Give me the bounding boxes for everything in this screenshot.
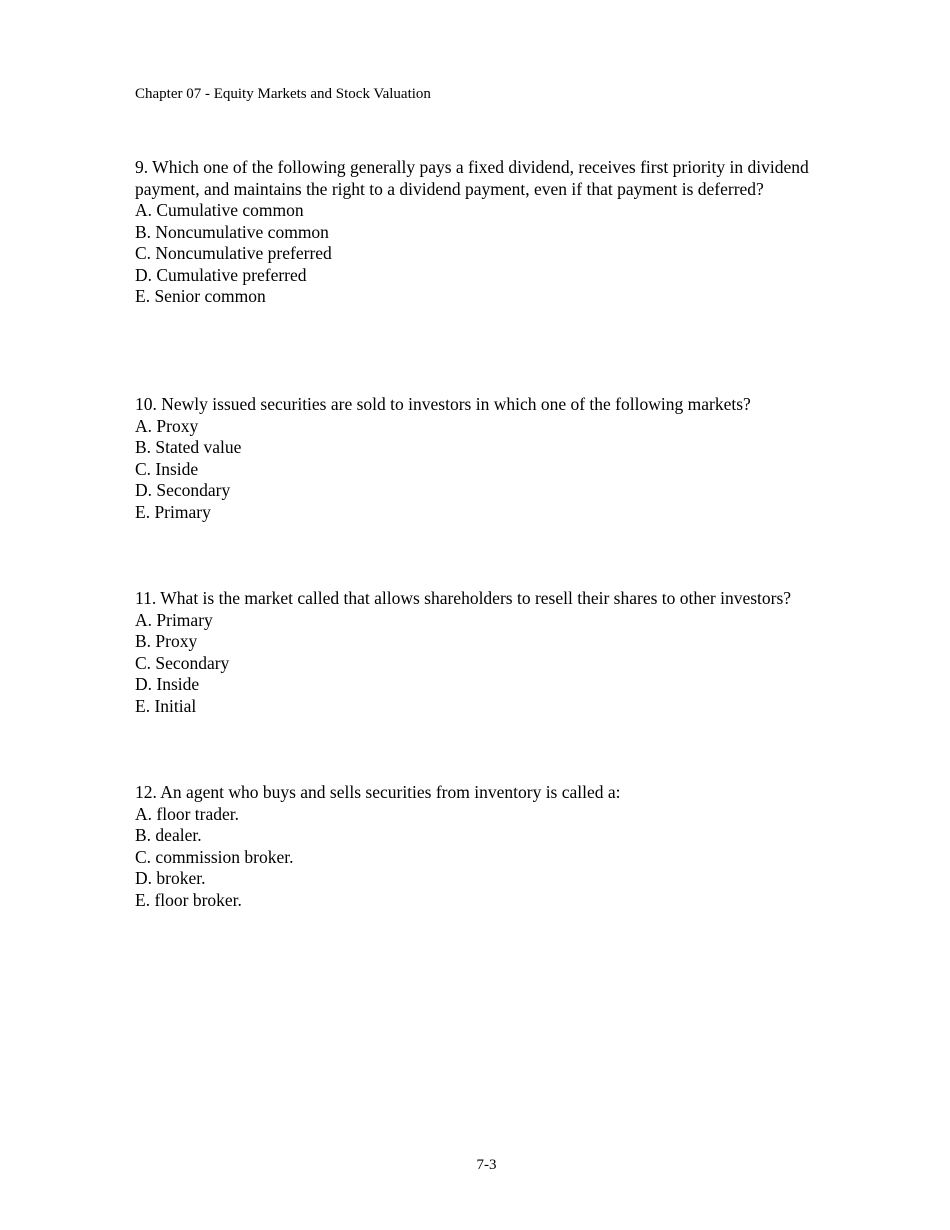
question-stem: 10. Newly issued securities are sold to investors in which one of the following markets? xyxy=(135,394,751,414)
answer-option-e: E. Initial xyxy=(135,695,197,716)
answer-option-e: E. floor broker. xyxy=(135,889,242,910)
answer-option-c: C. commission broker. xyxy=(135,846,294,867)
answer-option-d: D. Cumulative preferred xyxy=(135,264,307,285)
page-number: 7-3 xyxy=(476,1157,497,1173)
question-stem: 12. An agent who buys and sells securities from inventory is called a: xyxy=(135,782,621,802)
answer-option-a: A. Proxy xyxy=(135,415,199,436)
answer-option-d: D. Secondary xyxy=(135,480,231,500)
answer-option-b: B. Stated value xyxy=(135,437,242,457)
answer-option-b: B. dealer. xyxy=(135,825,202,845)
question-10 xyxy=(135,394,847,523)
question-11 xyxy=(135,588,847,717)
answer-option-a: A. floor trader. xyxy=(135,803,239,824)
answer-option-d: D. broker. xyxy=(135,868,206,888)
answer-option-e: E. Senior common xyxy=(135,286,266,306)
answer-option-c: C. Secondary xyxy=(135,652,230,673)
answer-option-e: E. Primary xyxy=(135,501,211,522)
answer-option-a: A. Cumulative common xyxy=(135,200,304,220)
answer-option-a: A. Primary xyxy=(135,609,213,630)
question-stem: 9. Which one of the following generally pays a fixed dividend, receives first priority in dividend payment, and maintains the right to a dividend payment, even if that payment is deferred? xyxy=(135,157,809,199)
answer-option-c: C. Noncumulative preferred xyxy=(135,243,332,263)
answer-option-b: B. Noncumulative common xyxy=(135,221,329,242)
question-stem: 11. What is the market called that allows shareholders to resell their shares to other investors? xyxy=(135,588,792,608)
question-12 xyxy=(135,782,847,911)
question-9 xyxy=(135,157,847,308)
answer-option-d: D. Inside xyxy=(135,674,200,694)
answer-option-c: C. Inside xyxy=(135,458,199,479)
answer-option-b: B. Proxy xyxy=(135,631,198,651)
page-header: Chapter 07 - Equity Markets and Stock Valuation xyxy=(135,86,431,102)
